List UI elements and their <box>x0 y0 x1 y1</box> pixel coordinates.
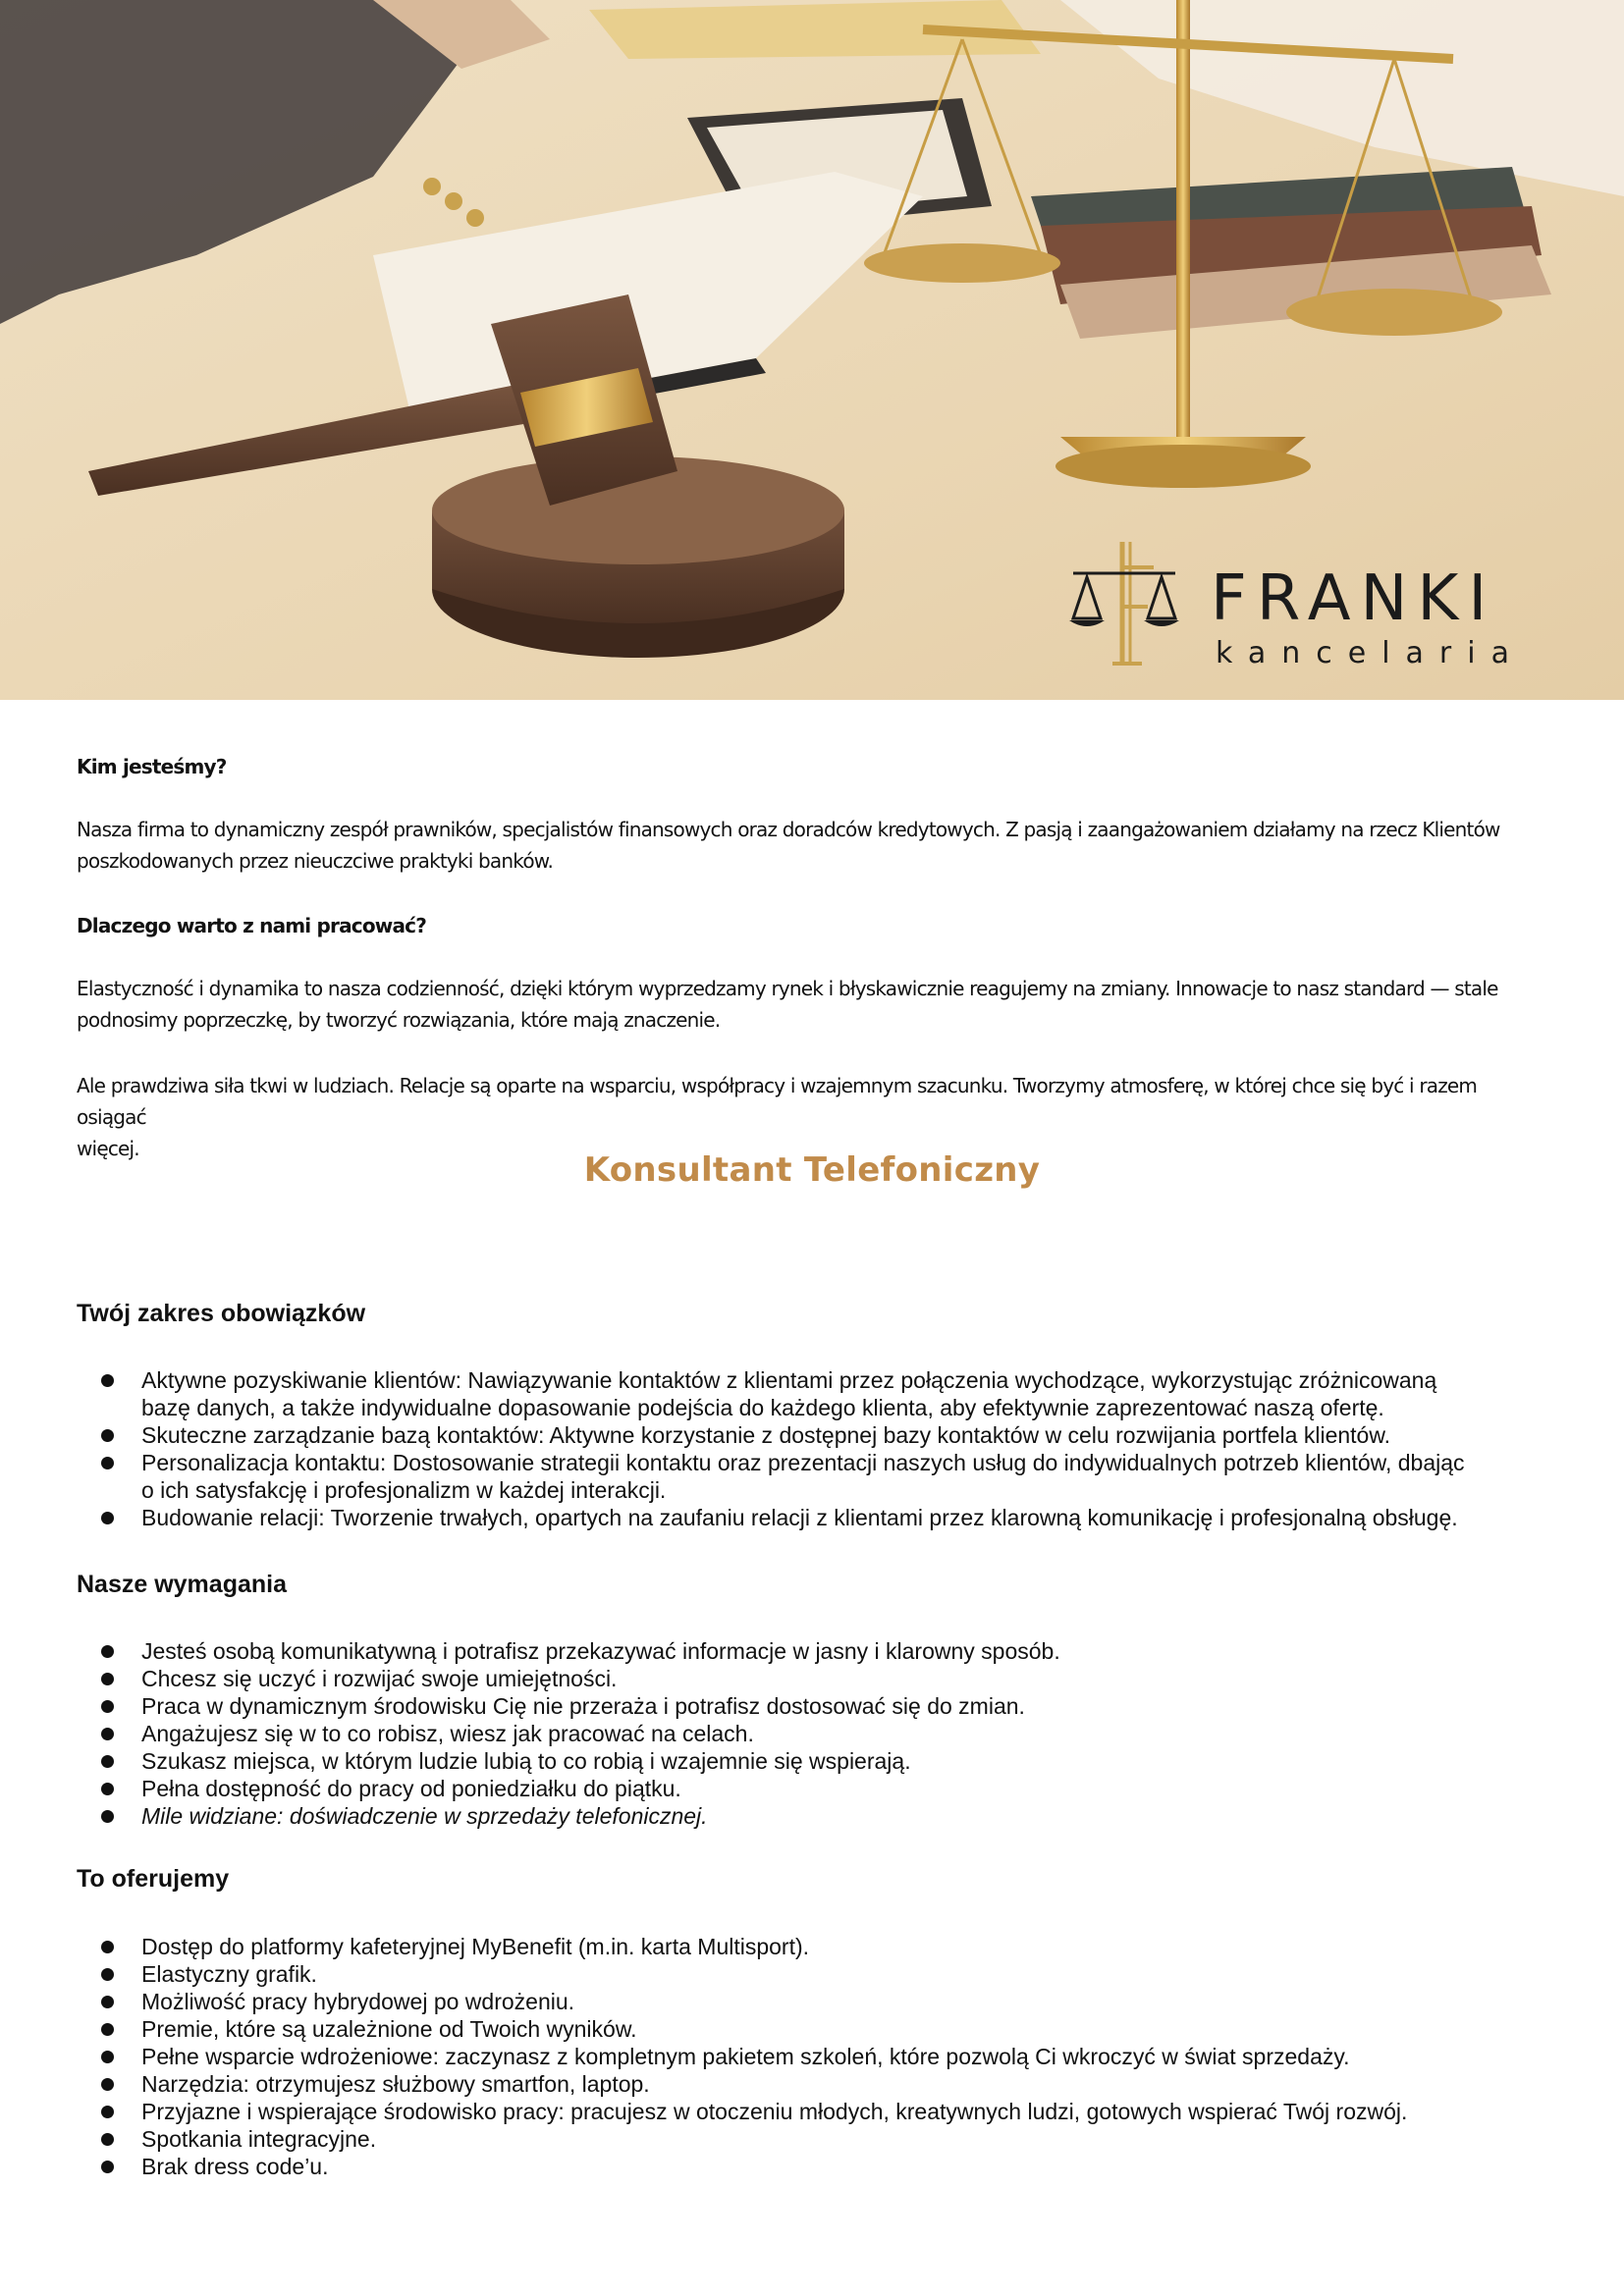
list-item <box>0 1504 1536 1531</box>
list-item: Pełne wsparcie wdrożeniowe: zaczynasz z kompletnym pakietem szkoleń, które pozwolą Ci wkroczyć w świat sprzedaży. <box>0 2043 1536 2070</box>
why-section <box>77 912 1549 939</box>
about-section <box>77 753 1549 780</box>
list-item: Angażujesz się w to co robisz, wiesz jak pracować na celach. <box>0 1720 1536 1747</box>
why-line: Elastyczność i dynamika to nasza codzienność, dzięki którym wyprzedzamy rynek i błyskawicznie reagujemy na zmiany. Innowacje to nasz standard — stale <box>77 977 1498 1000</box>
offer-list <box>0 1933 1536 2180</box>
list-item: Chcesz się uczyć i rozwijać swoje umiejętności. <box>0 1665 1536 1692</box>
list-item: Mile widziane: doświadczenie w sprzedaży telefonicznej. <box>0 1802 1536 1830</box>
why-heading: Dlaczego warto z nami pracować? <box>77 914 427 937</box>
list-item <box>0 1421 1536 1449</box>
hero-banner <box>0 0 1624 700</box>
about-line: Nasza firma to dynamiczny zespół prawników, specjalistów finansowych oraz doradców kredytowych. Z pasją i zaangażowaniem działamy na rzecz Klientów <box>77 818 1500 841</box>
brand-name: FRANKI <box>1211 562 1497 635</box>
franki-logo <box>1065 538 1537 675</box>
duties-heading: Twój zakres obowiązków <box>77 1300 366 1327</box>
about-heading: Kim jesteśmy? <box>77 755 227 778</box>
list-item <box>0 1449 1536 1504</box>
item-line: Budowanie relacji: Tworzenie trwałych, opartych na zaufaniu relacji z klientami przez klarowną komunikację i profesjonalną obsługę. <box>141 1505 1458 1530</box>
duties-list <box>0 1366 1536 1531</box>
list-item: Jesteś osobą komunikatywną i potrafisz przekazywać informacje w jasny i klarowny sposób. <box>0 1637 1536 1665</box>
list-item: Elastyczny grafik. <box>0 1960 1536 1988</box>
list-item <box>0 1366 1536 1421</box>
list-item: Narzędzia: otrzymujesz służbowy smartfon, laptop. <box>0 2070 1536 2098</box>
about-line: poszkodowanych przez nieuczciwe praktyki banków. <box>77 849 554 873</box>
list-item: Spotkania integracyjne. <box>0 2125 1536 2153</box>
requirements-list <box>0 1637 1536 1830</box>
list-item: Brak dress code’u. <box>0 2153 1536 2180</box>
offer-heading: To oferujemy <box>77 1865 230 1893</box>
people-line: więcej. <box>77 1137 139 1160</box>
list-item: Przyjazne i wspierające środowisko pracy: pracujesz w otoczeniu młodych, kreatywnych ludzi, gotowych wspierać Twój rozwój. <box>0 2098 1536 2125</box>
why-line: podnosimy poprzeczkę, by tworzyć rozwiązania, które mają znaczenie. <box>77 1008 721 1032</box>
list-item: Pełna dostępność do pracy od poniedziałku do piątku. <box>0 1775 1536 1802</box>
brand-subtitle: kancelaria <box>1216 636 1525 670</box>
item-line: bazę danych, a także indywidualne dopasowanie podejścia do każdego klienta, aby efektywnie zaprezentować naszą ofertę. <box>141 1395 1384 1420</box>
item-line: Skuteczne zarządzanie bazą kontaktów: Aktywne korzystanie z dostępnej bazy kontaktów w celu rozwijania portfela klientów. <box>141 1422 1391 1448</box>
list-item: Premie, które są uzależnione od Twoich wyników. <box>0 2015 1536 2043</box>
item-line: Aktywne pozyskiwanie klientów: Nawiązywanie kontaktów z klientami przez połączenia wychodzące, wykorzystując zróżnicowaną <box>141 1367 1437 1393</box>
list-item: Praca w dynamicznym środowisku Cię nie przeraża i potrafisz dostosować się do zmian. <box>0 1692 1536 1720</box>
people-line: Ale prawdziwa siła tkwi w ludziach. Relacje są oparte na wsparciu, współpracy i wzajemnym szacunku. Tworzymy atmosferę, w której chce się być i razem osiągać <box>77 1074 1478 1129</box>
about-paragraph <box>77 814 1549 877</box>
item-line: o ich satysfakcję i profesjonalizm w każdej interakcji. <box>141 1477 667 1503</box>
job-title: Konsultant Telefoniczny <box>583 1150 1041 1190</box>
list-item: Szukasz miejsca, w którym ludzie lubią to co robią i wzajemnie się wspierają. <box>0 1747 1536 1775</box>
list-item: Możliwość pracy hybrydowej po wdrożeniu. <box>0 1988 1536 2015</box>
requirements-heading: Nasze wymagania <box>77 1571 287 1598</box>
scales-emblem-icon <box>1065 538 1213 675</box>
list-item: Dostęp do platformy kafeteryjnej MyBenefit (m.in. karta Multisport). <box>0 1933 1536 1960</box>
why-paragraph <box>77 973 1549 1036</box>
item-line: Personalizacja kontaktu: Dostosowanie strategii kontaktu oraz prezentacji naszych usług do indywidualnych potrzeb klientów, dbając <box>141 1450 1465 1475</box>
